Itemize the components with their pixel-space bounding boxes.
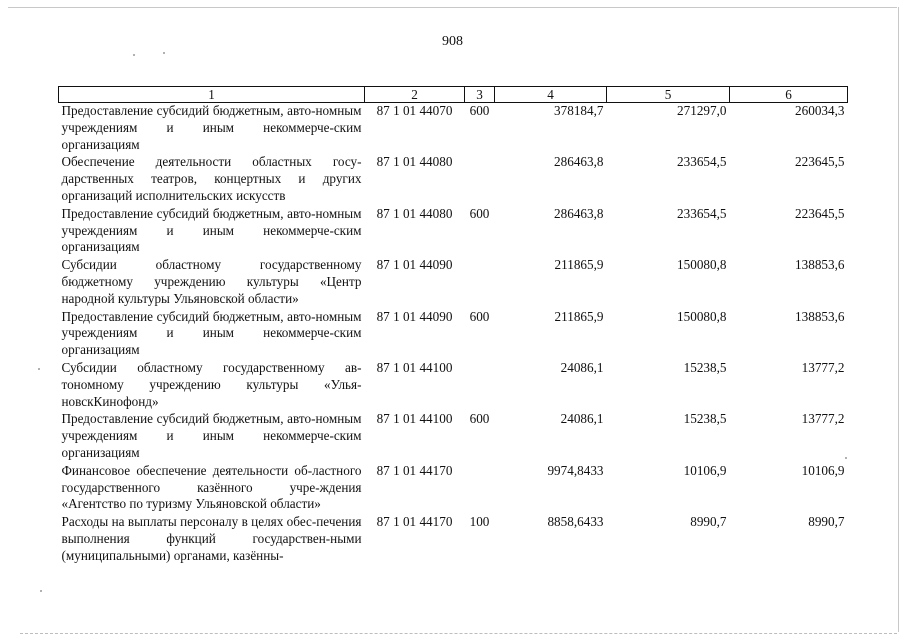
row-expense-type: 100 (469, 514, 490, 530)
row-value-col4: 211865,9 (554, 308, 604, 324)
table-row (59, 411, 848, 462)
page-number: 908 (442, 34, 463, 49)
budget-table (58, 86, 848, 566)
row-value-col5: 10106,9 (683, 462, 727, 478)
column-header-4: 4 (495, 87, 607, 103)
scan-speck (163, 52, 165, 54)
row-name: Расходы на выплаты персоналу в целях обес-печения выполнения функций государствен-ными (муниципальными) органами, казённы- (61, 514, 362, 563)
row-name: Финансовое обеспечение деятельности об-ластного государственного казённого учре-ждения «Агентство по туризму Ульяновской области» (61, 462, 362, 512)
scan-border-top (8, 7, 897, 8)
row-value-col6: 138853,6 (795, 257, 845, 273)
row-value-col6: 138853,6 (795, 308, 845, 324)
column-header-1: 1 (59, 87, 365, 103)
row-code: 87 1 01 44090 (376, 257, 453, 273)
row-code: 87 1 01 44080 (376, 154, 453, 170)
scan-speck (845, 457, 847, 459)
row-name: Субсидии областному государственному бюджетному учреждению культуры «Центр народной культуры Ульяновской области» (61, 257, 362, 306)
row-value-col6: 223645,5 (795, 205, 845, 221)
row-expense-type: 600 (469, 103, 490, 118)
row-value-col5: 233654,5 (677, 154, 727, 170)
scan-border-bottom (20, 633, 897, 634)
row-code: 87 1 01 44070 (376, 103, 453, 118)
table-row (59, 154, 848, 205)
row-value-col5: 271297,0 (677, 103, 727, 118)
row-value-col5: 233654,5 (677, 205, 727, 221)
column-header-6: 6 (730, 87, 848, 103)
column-header-5: 5 (607, 87, 730, 103)
row-expense-type: 600 (469, 308, 490, 324)
row-name: Обеспечение деятельности областных госу-дарственных театров, концертных и других организаций исполнительских искусств (61, 154, 362, 203)
row-value-col4: 286463,8 (554, 205, 604, 221)
row-value-col4: 9974,8433 (547, 462, 604, 478)
table-row (59, 257, 848, 308)
row-code: 87 1 01 44100 (376, 411, 453, 427)
row-value-col4: 24086,1 (560, 411, 604, 427)
table-row (59, 514, 848, 565)
row-name: Субсидии областному государственному ав-тономному учреждению культуры «Улья-новскКинофонд» (61, 359, 362, 409)
row-code: 87 1 01 44090 (376, 308, 453, 324)
row-value-col6: 13777,2 (801, 411, 845, 427)
row-code: 87 1 01 44080 (376, 205, 453, 221)
row-code: 87 1 01 44100 (376, 359, 453, 375)
scan-speck (38, 368, 40, 370)
table-row (59, 103, 848, 155)
table-row (59, 309, 848, 360)
row-value-col4: 286463,8 (554, 154, 604, 170)
row-name: Предоставление субсидий бюджетным, авто-номным учреждениям и иным некоммерче-ским организациям (61, 103, 362, 152)
row-expense-type (465, 154, 495, 205)
row-expense-type (465, 360, 495, 411)
table-row (59, 463, 848, 514)
row-value-col5: 150080,8 (677, 257, 727, 273)
row-value-col4: 211865,9 (554, 257, 604, 273)
row-value-col6: 13777,2 (801, 359, 845, 375)
table-row (59, 206, 848, 257)
row-value-col6: 260034,3 (795, 103, 845, 118)
row-name: Предоставление субсидий бюджетным, авто-номным учреждениям и иным некоммерче-ским организациям (61, 308, 362, 358)
row-code: 87 1 01 44170 (376, 462, 453, 478)
column-header-3: 3 (465, 87, 495, 103)
row-value-col5: 8990,7 (690, 514, 727, 530)
table-row (59, 360, 848, 411)
row-value-col4: 378184,7 (554, 103, 604, 118)
row-value-col5: 15238,5 (683, 411, 727, 427)
scan-speck (40, 590, 42, 592)
column-header-2: 2 (365, 87, 465, 103)
header-row (59, 87, 848, 103)
row-value-col6: 223645,5 (795, 154, 845, 170)
row-expense-type (465, 257, 495, 308)
scan-speck (133, 54, 135, 56)
row-value-col6: 10106,9 (801, 462, 845, 478)
row-code: 87 1 01 44170 (376, 514, 453, 530)
row-value-col4: 8858,6433 (547, 514, 604, 530)
row-value-col4: 24086,1 (560, 359, 604, 375)
row-expense-type: 600 (469, 205, 490, 221)
row-value-col6: 8990,7 (808, 514, 845, 530)
row-value-col5: 150080,8 (677, 308, 727, 324)
row-expense-type (465, 463, 495, 514)
scan-border-right (898, 7, 899, 632)
row-value-col5: 15238,5 (683, 359, 727, 375)
row-expense-type: 600 (469, 411, 490, 427)
row-name: Предоставление субсидий бюджетным, авто-номным учреждениям и иным некоммерче-ским организациям (61, 411, 362, 460)
row-name: Предоставление субсидий бюджетным, авто-номным учреждениям и иным некоммерче-ским организациям (61, 205, 362, 255)
